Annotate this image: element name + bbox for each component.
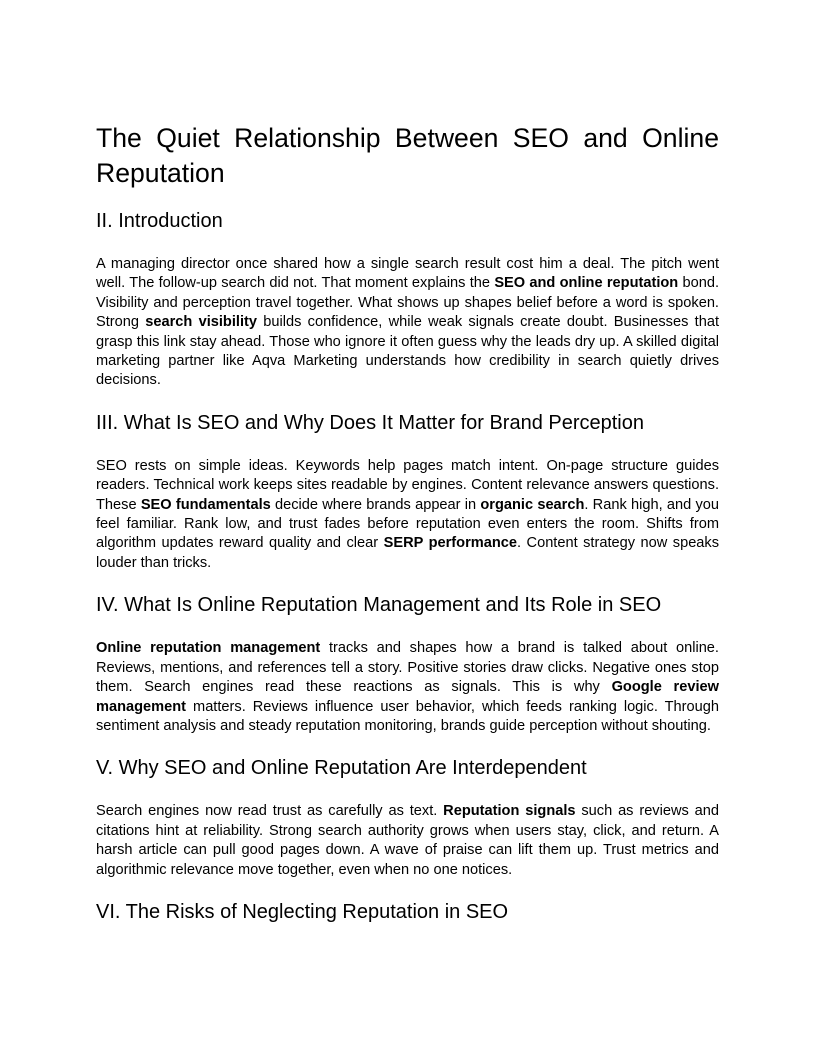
text-run: tracks and shapes how a brand is talked about online. Reviews, mentions, and references tell a story. Positive stories draw clicks. Negative ones stop them. Search engines read these reactions as signals. This is why (96, 640, 719, 696)
text-run: Search engines now read trust as carefully as text. (96, 803, 444, 820)
text-run: matters. Reviews influence user behavior, which feeds ranking logic. Through sentiment analysis and steady reputation monitoring, brands guide perception without shouting. (96, 698, 719, 734)
section-paragraph-introduction (96, 255, 719, 391)
text-run: such as reviews and citations hint at reliability. Strong search authority grows when users stay, click, and return. A harsh article can pull good pages down. A wave of praise can lift them up. Trust metrics and algorithmic relevance move together, even when no one notices. (96, 803, 720, 878)
section-heading-risks: VI. The Risks of Neglecting Reputation in SEO (96, 900, 509, 923)
bold-keyword: search visibility (145, 314, 257, 331)
bold-keyword: organic search (480, 496, 585, 513)
text-run: . Rank high, and you feel familiar. Rank low, and trust fades before reputation even enters the room. Shifts from algorithm updates reward quality and clear (96, 496, 719, 552)
text-run: A managing director once shared how a single search result cost him a deal. The pitch went well. The follow-up search did not. That moment explains the (96, 256, 719, 292)
section-paragraph-interdependent (96, 802, 719, 880)
page-title: The Quiet Relationship Between SEO and Online Reputation (96, 123, 719, 188)
section-paragraph-what-is-seo (96, 457, 719, 573)
bold-keyword: SEO and online reputation (494, 275, 679, 292)
bold-keyword: Reputation signals (443, 803, 576, 820)
section-heading-interdependent: V. Why SEO and Online Reputation Are Interdependent (96, 757, 587, 780)
section-heading-introduction: II. Introduction (96, 210, 223, 232)
text-run: . Content strategy now speaks louder than tricks. (96, 535, 720, 571)
text-run: builds confidence, while weak signals create doubt. Businesses that grasp this link stay ahead. Those who ignore it often guess why the leads dry up. A skilled digital marketing partner like Aqva Marketing understands how credibility in search quietly drives decisions. (96, 314, 720, 389)
bold-keyword: SEO fundamentals (140, 496, 271, 513)
section-heading-online-reputation-management: IV. What Is Online Reputation Management and Its Role in SEO (96, 594, 662, 617)
document-body (96, 121, 719, 926)
bold-keyword: Online reputation management (96, 640, 321, 657)
section-heading-what-is-seo: III. What Is SEO and Why Does It Matter for Brand Perception (96, 411, 644, 434)
text-run: SEO rests on simple ideas. Keywords help pages match intent. On-page structure guides readers. Technical work keeps sites readable by engines. Content relevance answers questions. These (96, 457, 719, 513)
bold-keyword: SERP performance (383, 535, 517, 552)
bold-keyword: Google review management (96, 679, 719, 715)
text-run: bond. Visibility and perception travel together. What shows up shapes belief before a word is spoken. Strong (96, 275, 720, 331)
text-run: decide where brands appear in (270, 496, 481, 513)
section-paragraph-online-reputation-management (96, 639, 719, 736)
